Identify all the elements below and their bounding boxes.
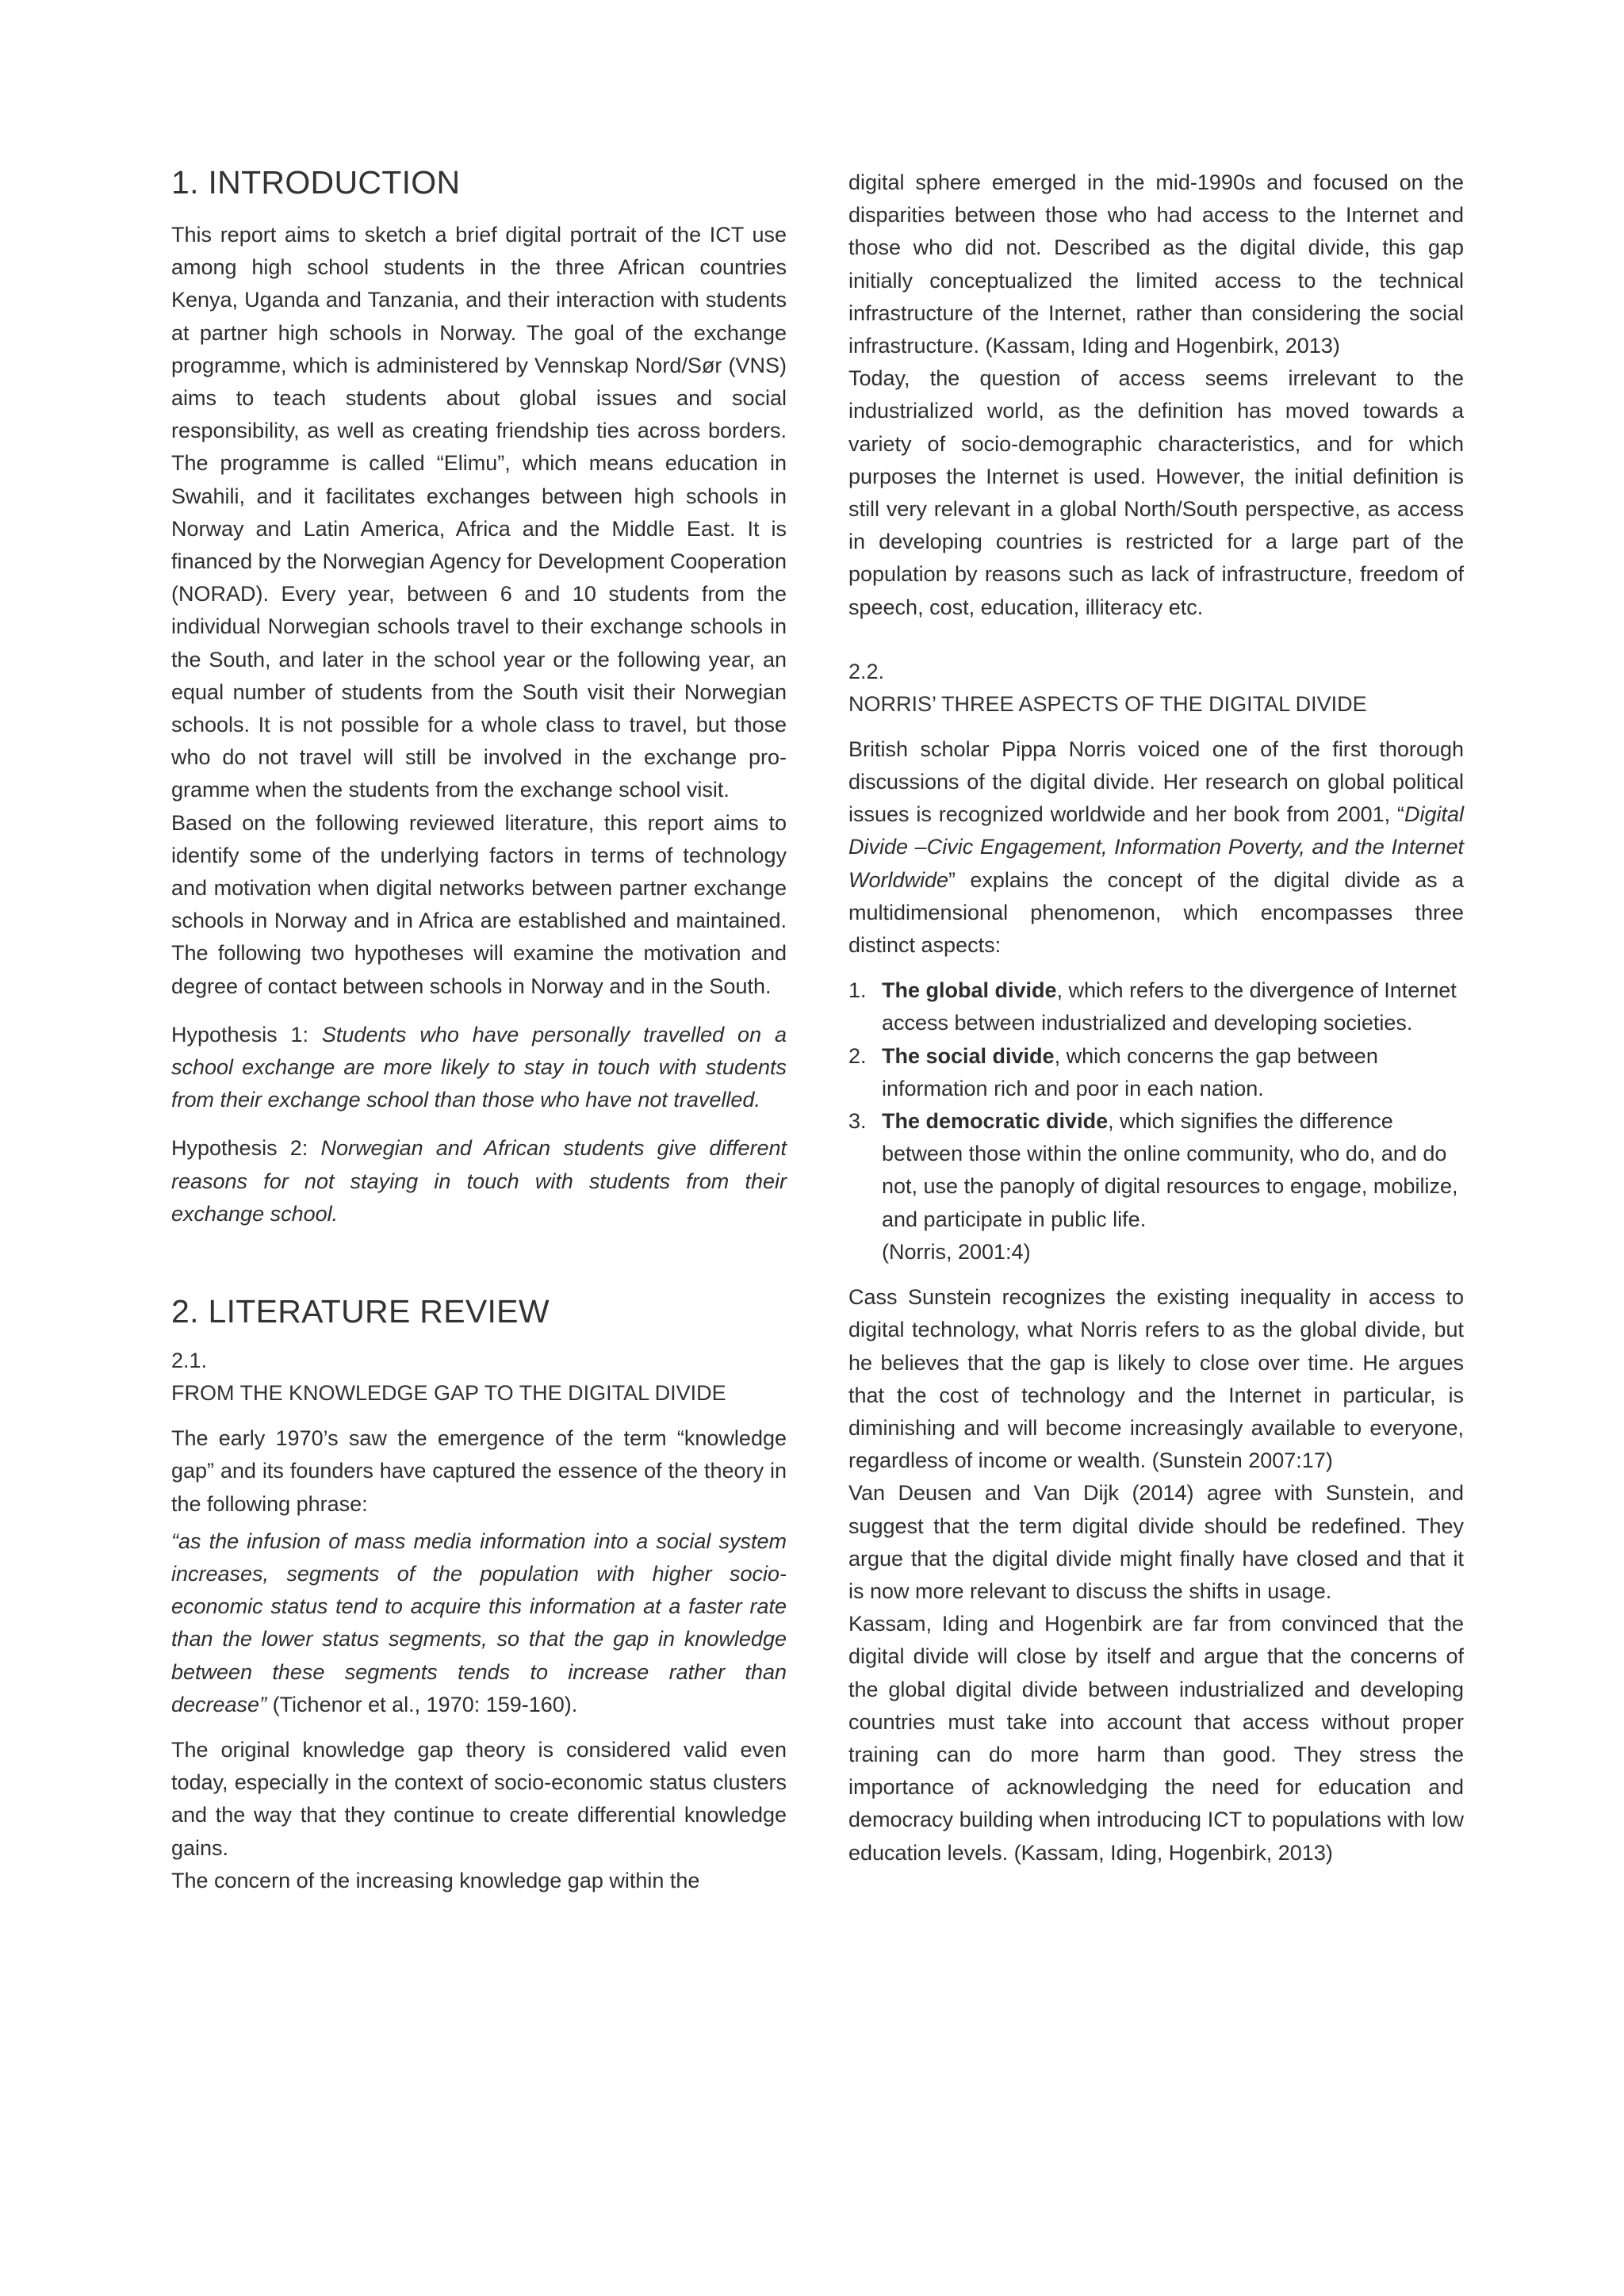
continuation-paragraph-2: Today, the question of access seems irrelevant to the industrialized world, as the definition has moved towards a variety of socio-demographic characteristics, and for which purposes the Internet is used. However, the initial definition is still very relevant in a global North/South perspective, as access in developing countries is restricted for a large part of the population by reasons such as lack of infrastructure, freedom of speech, cost, education, illiteracy etc. [848,366,1464,619]
quote-citation: (Tichenor et al., 1970: 159-160). [266,1692,578,1716]
list-number: 1. [848,978,867,1003]
list-number: 3. [848,1109,867,1134]
introduction-heading: 1. INTRODUCTION [171,164,461,201]
norris-citation: (Norris, 2001:4) [882,1239,1031,1264]
list-term: The social divide [882,1043,1055,1068]
list-text: , which concerns the gap between information rich and poor in each nation. [882,1043,1378,1100]
left-column [171,163,787,1897]
right-column [848,166,1464,1869]
hypothesis-2-text: Norwegian and African students give different reasons for not staying in touch with students from their exchange school. [171,1136,787,1226]
hypothesis-1-label: Hypothesis 1: [171,1022,322,1047]
section-2-2-number: 2.2. [848,659,885,683]
list-item-social-divide [848,1040,1464,1105]
hypothesis-2 [171,1132,787,1230]
list-item-democratic-divide [848,1105,1464,1269]
list-item-global-divide [848,974,1464,1039]
norris-paragraph [848,733,1464,962]
introduction-paragraph-1: This report aims to sketch a brief digital portrait of the ICT use among high school students in the three African countries Kenya, Uganda and Tanzania, and their interaction with students at partner high schools in Norway. The goal of the exchange programme, which is administered by Vennskap Nord/Sør (VNS) aims to teach students about global issues and social responsibility, as well as creating friendship ties across borders. The programme is called “Elimu”, which means education in Swahili, and it facilitates exchanges between high schools in Norway and Latin America, Africa and the Middle East. It is financed by the Norwegian Agency for Development Cooperation (NORAD). Every year, between 6 and 10 students from the individual Norwegian schools travel to their exchange schools in the South, and later in the school year or the following year, an equal number of students from the South visit their Norwegian schools. It is not possible for a whole class to travel, but those who do not travel will still be involved in the exchange programme when the students from the exchange school visit. [171,223,787,802]
list-term: The democratic divide [882,1109,1109,1134]
hypothesis-1 [171,1019,787,1117]
hypothesis-2-label: Hypothesis 2: [171,1136,321,1161]
norris-text-b: ” explains the concept of the digital divide as a multidimensional phenomenon, which encompasses three distinct aspects: [848,867,1464,958]
list-term: The global divide [882,978,1057,1003]
section-2-1-number: 2.1. [171,1349,208,1373]
section-2-1-title: FROM THE KNOWLEDGE GAP TO THE DIGITAL DIVIDE [171,1381,726,1406]
literature-paragraph-1: The early 1970’s saw the emergence of the term “knowledge gap” and its founders have captured the essence of the theory in the following phrase: [171,1426,787,1516]
sunstein-paragraph: Cass Sunstein recognizes the existing inequality in access to digital technology, what Norris refers to as the global divide, but he believes that the gap is likely to close over time. He argues that the cost of technology and the Internet in particular, is diminishing and will become increasingly available to everyone, regardless of income or wealth. (Sunstein 2007:17) [848,1285,1464,1473]
digital-divide-list [848,974,1464,1269]
literature-paragraph-3: The concern of the increasing knowledge gap within the [171,1868,700,1892]
list-number: 2. [848,1043,867,1068]
list-text: , which refers to the divergence of Internet access between industrialized and developing societies. [882,978,1457,1035]
kassam-paragraph: Kassam, Iding and Hogenbirk are far from convinced that the digital divide will close by itself and argue that the concerns of the global digital divide between industrialized and developing countries must take into account that access without proper training can do more harm than good. They stress the importance of acknowledging the need for education and democracy building when introducing ICT to populations with low education levels. (Kassam, Iding, Hogenbirk, 2013) [848,1612,1464,1865]
list-text: , which signifies the difference between those within the online community, who do, and do not, use the panoply of digital resources to engage, mobilize, and participate in public life. [882,1109,1458,1231]
literature-review-heading: 2. LITERATURE REVIEW [171,1293,550,1330]
van-deusen-paragraph: Van Deusen and Van Dijk (2014) agree with Sunstein, and suggest that the term digital divide should be redefined. They argue that the digital divide might finally have closed and that it is now more relevant to discuss the shifts in usage. [848,1481,1464,1603]
literature-paragraph-2: The original knowledge gap theory is considered valid even today, especially in the context of socio-economic status clusters and the way that they continue to create differential knowledge gains. [171,1737,787,1860]
hypothesis-1-text: Students who have personally travelled on a school exchange are more likely to stay in touch with students from their exchange school than those who have not travelled. [171,1022,787,1112]
quote-text: “as the infusion of mass media information into a social system increases, segments of the population with higher socio-economic status tend to acquire this information at a faster rate than the lower status segments, so that the gap in knowledge between these segments tends to increase rather than decrease” [171,1529,787,1716]
norris-book-title: Digital Divide –Civic Engagement, Information Poverty, and the Internet Worldwide [848,802,1464,892]
introduction-paragraph-2: Based on the following reviewed literature, this report aims to identify some of the underlying factors in terms of technology and motivation when digital networks between partner exchange schools in Norway and in Africa are established and maintained. The following two hypotheses will examine the motivation and degree of contact between schools in Norway and in the South. [171,810,787,998]
continuation-paragraph-1: digital sphere emerged in the mid-1990s and focused on the disparities between those who had access to the Internet and those who did not. Described as the digital divide, this gap initially conceptualized the limited access to the technical infrastructure of the Internet, rather than considering the social infrastructure. (Kassam, Iding and Hogenbirk, 2013) [848,170,1464,358]
tichenor-quote [171,1525,787,1721]
norris-text-a: British scholar Pippa Norris voiced one of the first thorough discussions of the digital divide. Her research on global political issues is recognized worldwide and her book from 2001, “ [848,737,1464,827]
section-2-2-title: NORRIS’ THREE ASPECTS OF THE DIGITAL DIVIDE [848,691,1367,716]
